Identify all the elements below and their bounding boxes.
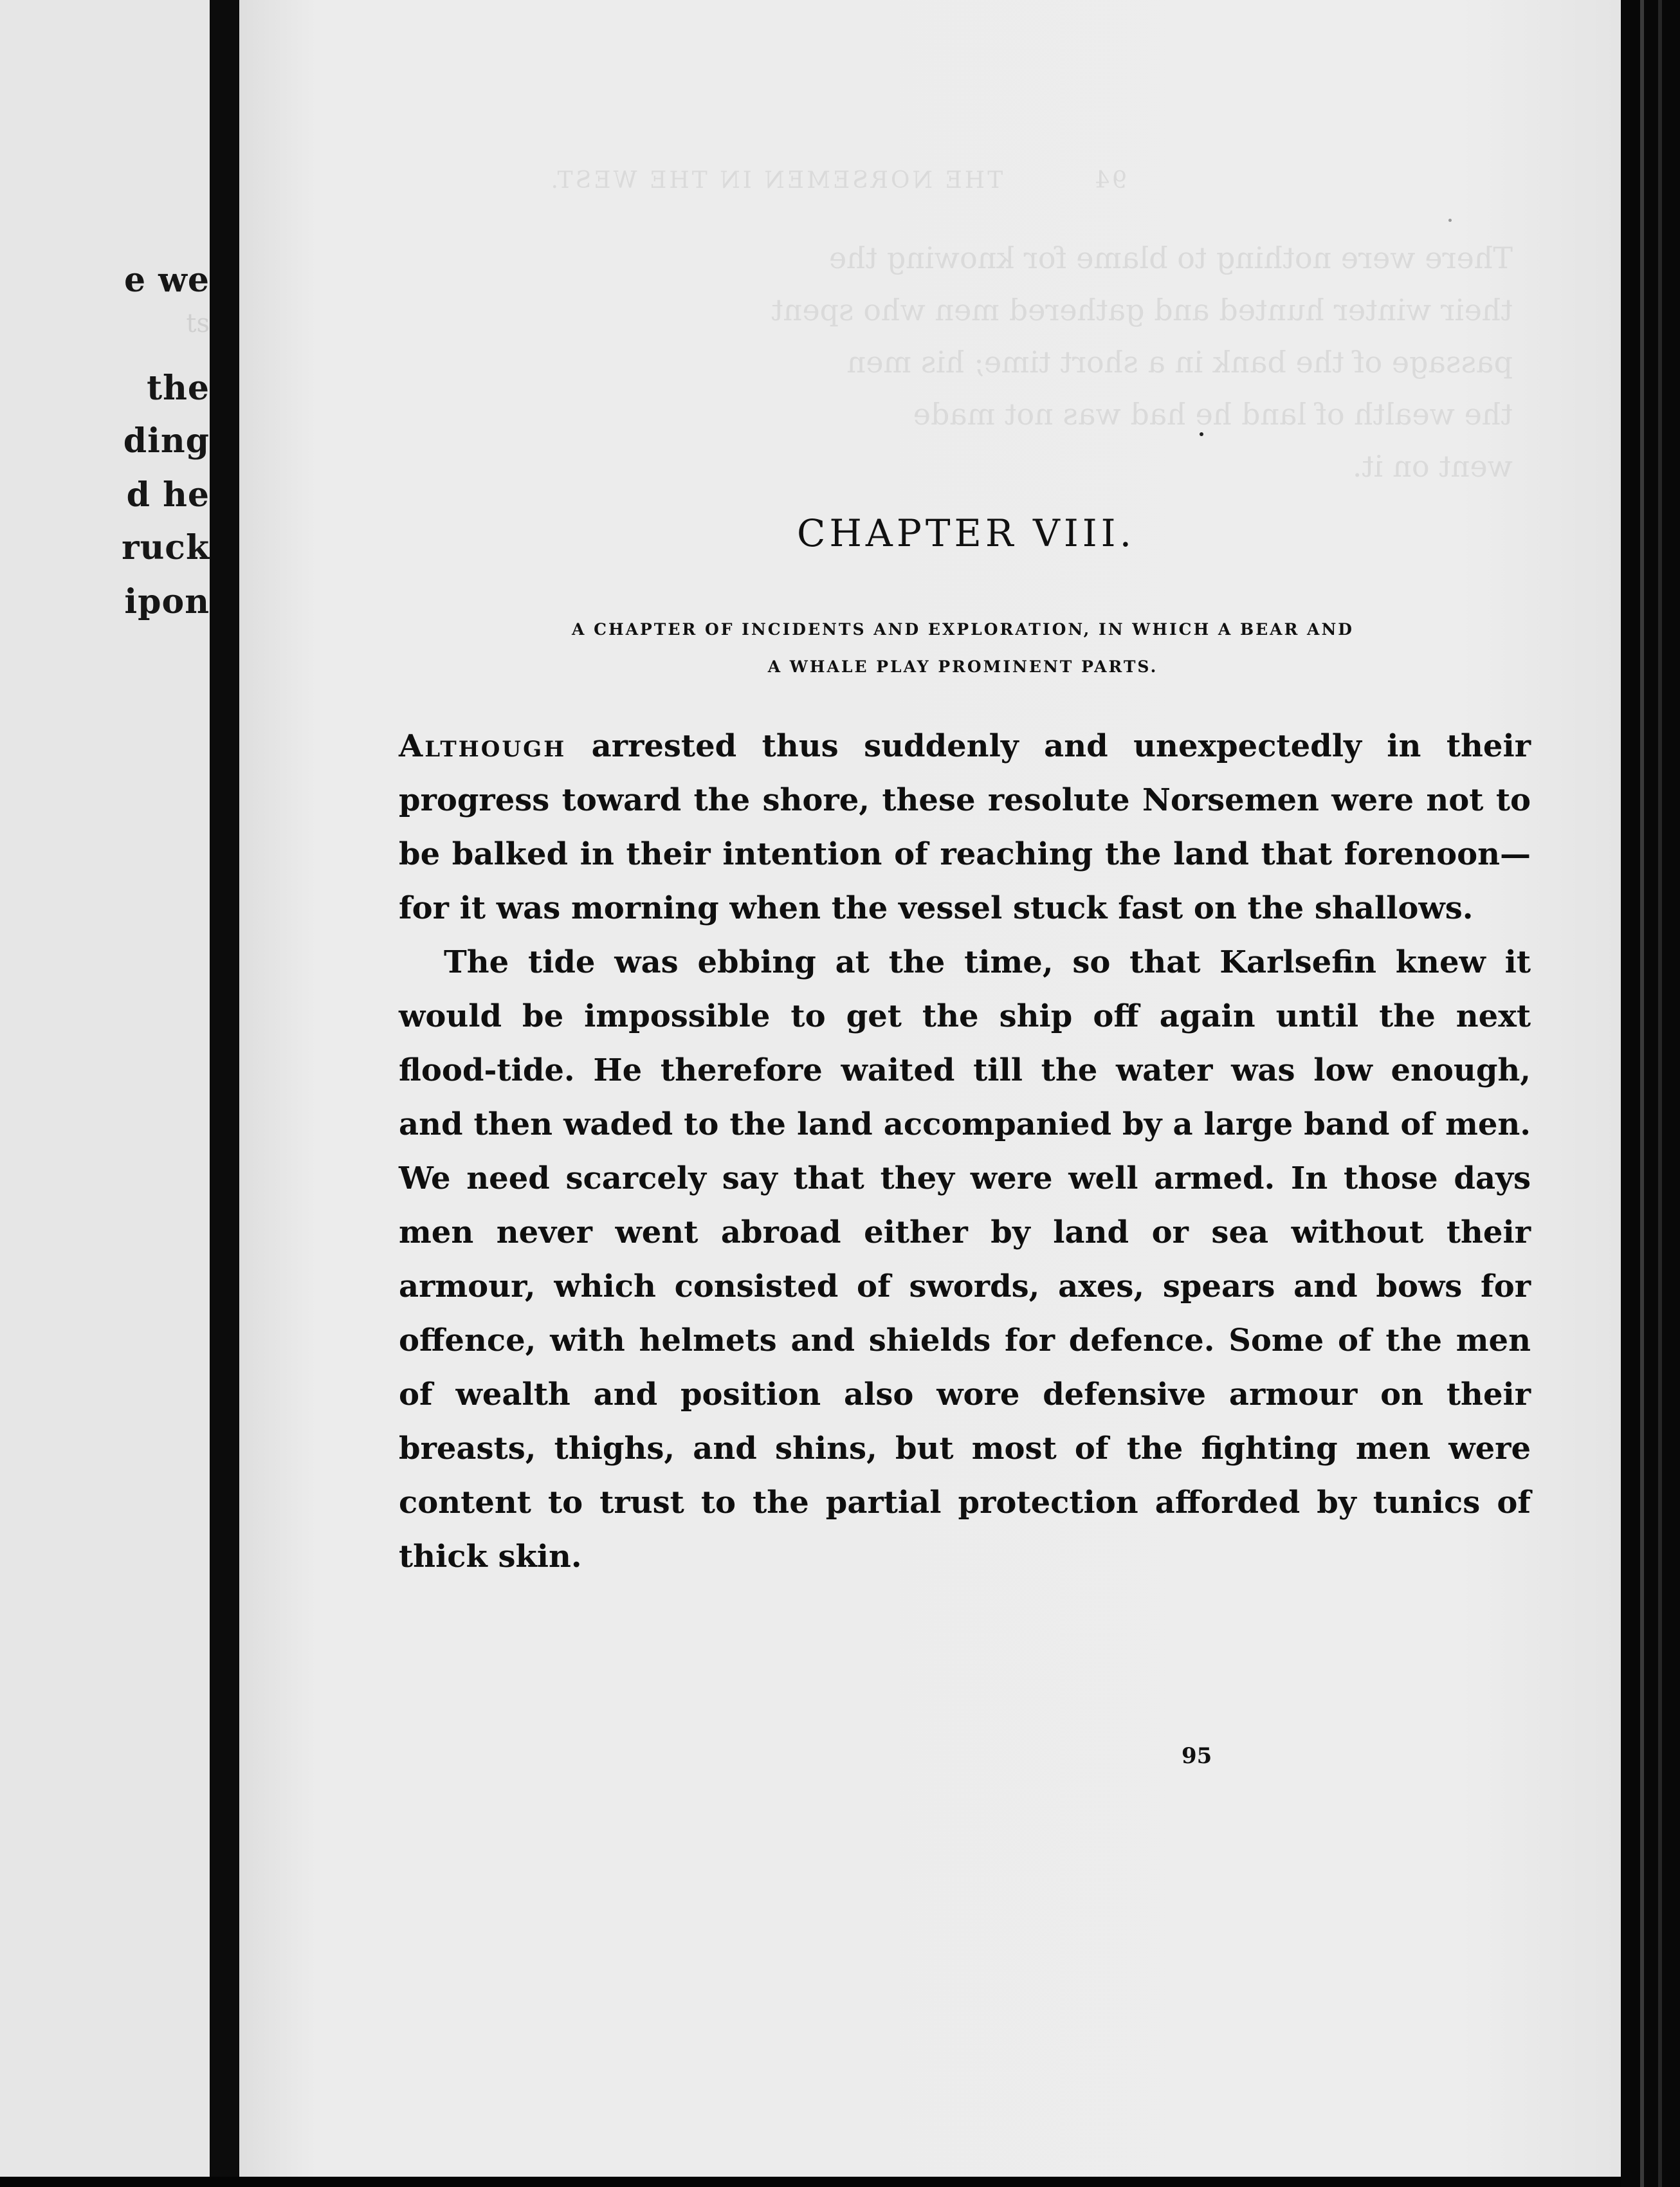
left-fragment: ipon xyxy=(124,582,210,621)
left-fragment: e we xyxy=(123,261,210,300)
page-number: 95 xyxy=(1182,1743,1212,1769)
chapter-subtitle-line: A CHAPTER OF INCIDENTS AND EXPLORATION, IN WHICH A BEAR AND xyxy=(571,620,1354,639)
bleed-line: There were nothing to blame for knowing the xyxy=(828,241,1513,275)
paragraph: The tide was ebbing at the time, so that Karlsefin knew it would be impossible to get the ship off again until the next flood-tide. He therefore waited till the water was low enough, and then waded to the land accompanied by a large band of men. We need scarcely say that they were well armed. In those days men never went abroad either by land or sea without their armour, which consisted of swords, axes, spears and bows for offence, with helmets and shields for defence. Some of the men of wealth and position also wore defensive armour on their breasts, thighs, and shins, but most of the fighting men were content to trust to the partial protection afforded by tunics of thick skin. xyxy=(399,944,1531,1575)
edge-stripe xyxy=(1640,0,1644,2187)
book-edge xyxy=(1621,0,1680,2187)
bleed-line: passage of the bank in a short time; his men xyxy=(846,345,1513,380)
left-fragment: ruck xyxy=(122,528,210,567)
left-fragment: the xyxy=(147,369,210,408)
bleed-page-number: 94 xyxy=(1092,167,1127,194)
page xyxy=(239,0,1621,2177)
left-fragment: d he xyxy=(126,475,210,515)
chapter-body xyxy=(399,719,1531,1584)
left-fragment: ding xyxy=(123,421,210,461)
bleed-through-text xyxy=(387,154,1513,493)
edge-stripe xyxy=(1658,0,1662,2187)
bleed-line: their winter hunted and gathered men who spent xyxy=(771,293,1513,327)
bleed-running-head: THE NORSEMEN IN THE WEST. xyxy=(548,167,1003,194)
bleed-header xyxy=(387,154,1513,206)
paragraph-lead-word: Although xyxy=(399,728,567,764)
bleed-line: went on it. xyxy=(1352,449,1513,484)
paragraph-text: arrested thus suddenly and unexpectedly in their progress toward the shore, these resolute Norsemen were not to be balked in their intention of reaching the land that forenoon—for it was morning when the vessel stuck fast on the shallows. xyxy=(399,728,1531,926)
book-gutter xyxy=(210,0,239,2177)
dust-speck xyxy=(1200,432,1203,436)
chapter-subtitle-line: A WHALE PLAY PROMINENT PARTS. xyxy=(767,657,1158,676)
chapter-subtitle xyxy=(400,611,1526,686)
bleed-line: the wealth of land he had was not made xyxy=(913,397,1513,432)
paragraph xyxy=(399,719,1531,935)
chapter-title: CHAPTER VIII. xyxy=(796,511,1136,555)
bleed-mark: ts xyxy=(186,309,210,338)
previous-page-edge xyxy=(0,0,210,2177)
dust-speck xyxy=(1448,219,1452,222)
